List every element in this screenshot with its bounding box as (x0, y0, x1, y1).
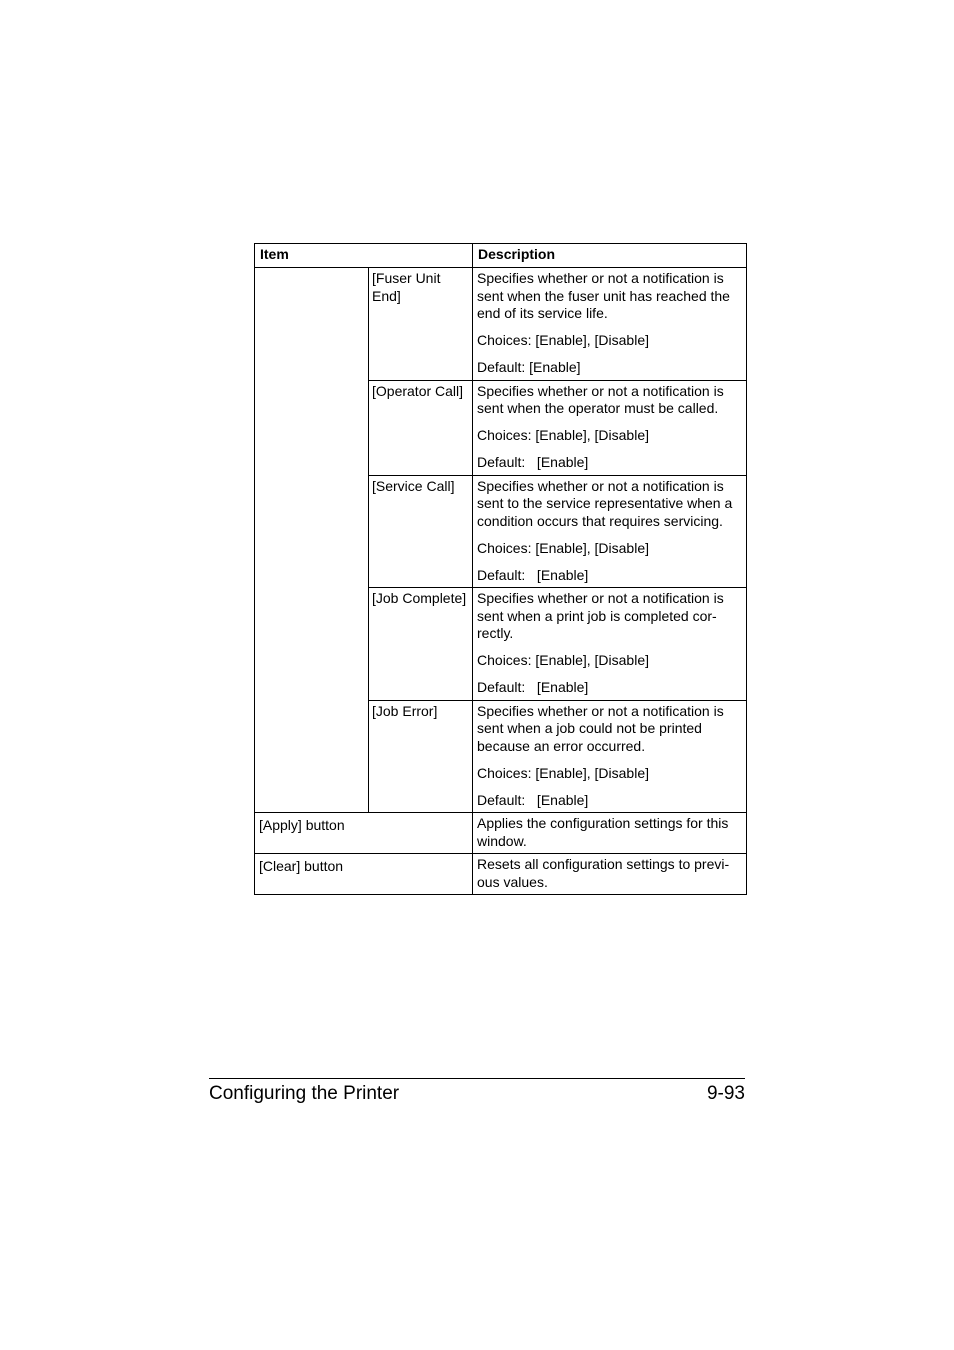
description-cell (473, 380, 747, 475)
description-cell (473, 588, 747, 701)
description-cell (473, 813, 747, 854)
table-row (255, 268, 747, 381)
choices-text: Choices: [Enable], [Disable] (477, 427, 649, 443)
default-text: Default: [Enable] (477, 566, 589, 583)
description-text: Resets all configuration settings to previ-ous values. (477, 856, 730, 890)
description-cell (473, 700, 747, 813)
default-text: Default: [Enable] (477, 454, 589, 470)
description-text: Specifies whether or not a notification is sent when the operator must be called. (477, 382, 724, 416)
description-cell (473, 268, 747, 381)
description-cell (473, 854, 747, 895)
description-text: Specifies whether or not a notification is sent when a job could not be printed because an error occurred. (477, 702, 724, 754)
sub-item-label: [Job Error] (369, 700, 473, 813)
description-cell (473, 475, 747, 588)
choices-text: Choices: [Enable], [Disable] (477, 539, 649, 556)
sub-item-label: [Service Call] (369, 475, 473, 588)
table-header-row (255, 244, 747, 268)
sub-item-label: [Job Complete] (369, 588, 473, 701)
choices-text: Choices: [Enable], [Disable] (477, 764, 649, 781)
parent-item-cell (255, 268, 369, 813)
table-row (255, 854, 747, 895)
settings-table (254, 243, 747, 895)
description-text: Specifies whether or not a notification is sent to the service representative when a condition occurs that requires servicing. (477, 477, 733, 529)
default-text: Default: [Enable] (477, 359, 581, 375)
description-text: Specifies whether or not a notification is sent when the fuser unit has reached the end of its service life. (477, 270, 730, 321)
header-description: Description (473, 244, 747, 268)
header-item: Item (255, 244, 473, 268)
apply-button-item: [Apply] button (255, 813, 473, 854)
clear-button-item: [Clear] button (255, 854, 473, 895)
page-number: 9-93 (706, 1083, 745, 1104)
sub-item-label: [Fuser Unit End] (369, 268, 473, 381)
choices-text: Choices: [Enable], [Disable] (477, 652, 649, 668)
default-text: Default: [Enable] (477, 791, 589, 808)
default-text: Default: [Enable] (477, 679, 589, 695)
table-row (255, 813, 747, 854)
footer-title: Configuring the Printer (209, 1083, 400, 1104)
page-footer (209, 1078, 745, 1105)
sub-item-label: [Operator Call] (369, 380, 473, 475)
choices-text: Choices: [Enable], [Disable] (477, 332, 649, 348)
description-text: Specifies whether or not a notification is sent when a print job is completed cor-rectly. (477, 590, 724, 641)
description-text: Applies the configuration settings for this window. (477, 815, 729, 849)
